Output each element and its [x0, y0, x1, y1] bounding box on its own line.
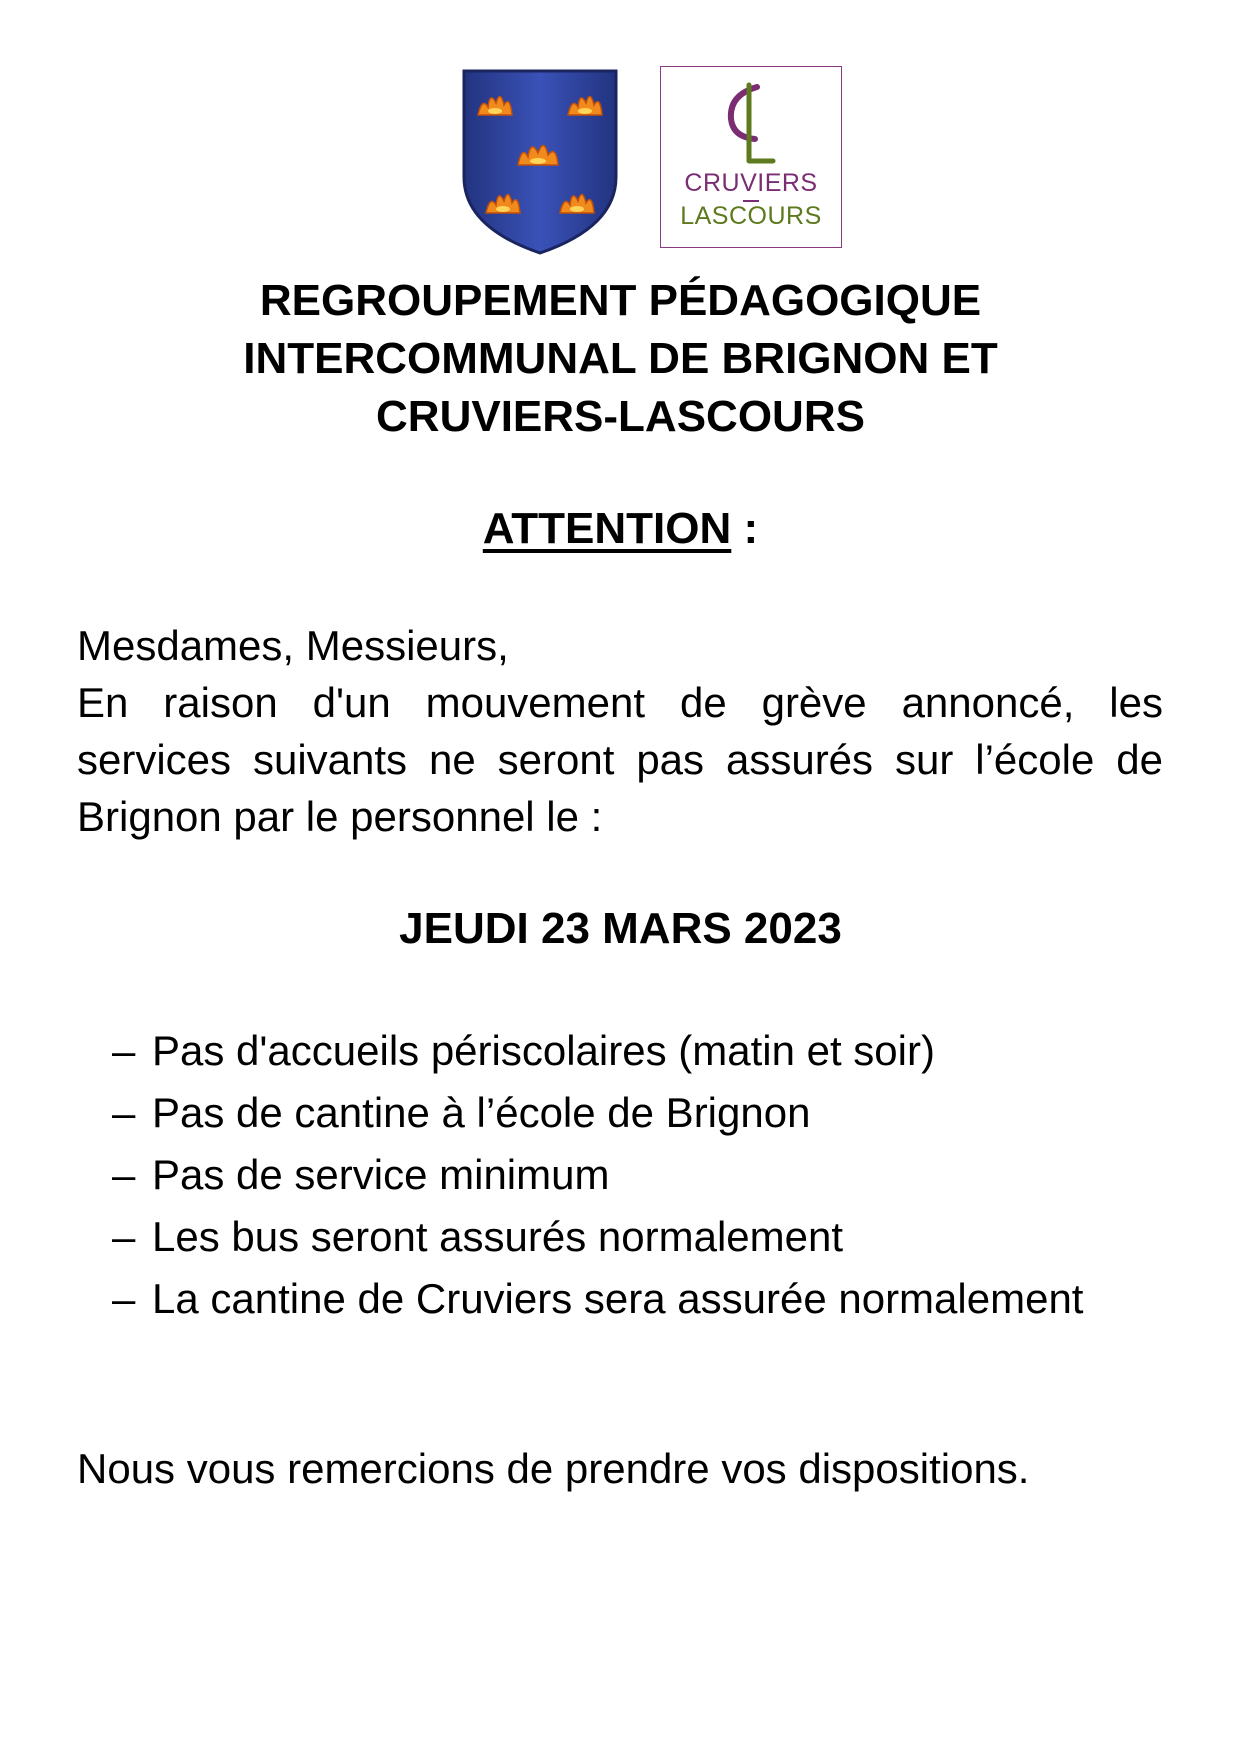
page-title [100, 272, 1141, 446]
logo-word-cruviers: CRUVIERS [684, 169, 818, 197]
bullet-dash: – [112, 1275, 136, 1322]
list-item-text: Pas d'accueils périscolaires (matin et soir) [152, 1027, 935, 1074]
brignon-coat-of-arms-icon [460, 67, 620, 257]
attention-heading [0, 500, 1241, 558]
cruviers-lascours-logo [660, 66, 842, 248]
list-item-text: Pas de service minimum [152, 1151, 610, 1198]
list-item [112, 1020, 1163, 1082]
closing-text: Nous vous remercions de prendre vos dispositions. [77, 1445, 1030, 1492]
cl-monogram-icon [719, 81, 779, 167]
list-item-text: Les bus seront assurés normalement [152, 1213, 844, 1260]
bullet-dash: – [112, 1151, 136, 1198]
list-item-text: Pas de cantine à l’école de Brignon [152, 1089, 811, 1136]
bullet-dash: – [112, 1027, 136, 1074]
title-line-3: CRUVIERS-LASCOURS [376, 392, 865, 441]
attention-word: ATTENTION [482, 504, 732, 553]
strike-date: JEUDI 23 MARS 2023 [399, 904, 842, 953]
list-item [112, 1082, 1163, 1144]
title-line-2: INTERCOMMUNAL DE BRIGNON ET [243, 334, 998, 383]
bullet-dash: – [112, 1089, 136, 1136]
logo-row [0, 62, 1241, 262]
attention-colon: : [731, 504, 759, 553]
title-line-1: REGROUPEMENT PÉDAGOGIQUE [259, 276, 982, 325]
list-item [112, 1206, 1163, 1268]
services-list [112, 1020, 1163, 1330]
list-item [112, 1268, 1163, 1330]
greeting: Mesdames, Messieurs, [77, 622, 509, 669]
list-item [112, 1144, 1163, 1206]
list-item-text: La cantine de Cruviers sera assurée normalement [152, 1275, 1084, 1322]
bullet-dash: – [112, 1213, 136, 1260]
logo-word-lascours: LASCOURS [680, 202, 822, 230]
intro-paragraph: En raison d'un mouvement de grève annoncé, les services suivants ne seront pas assurés sur l’école de Brignon par le personnel le : [77, 679, 1163, 840]
